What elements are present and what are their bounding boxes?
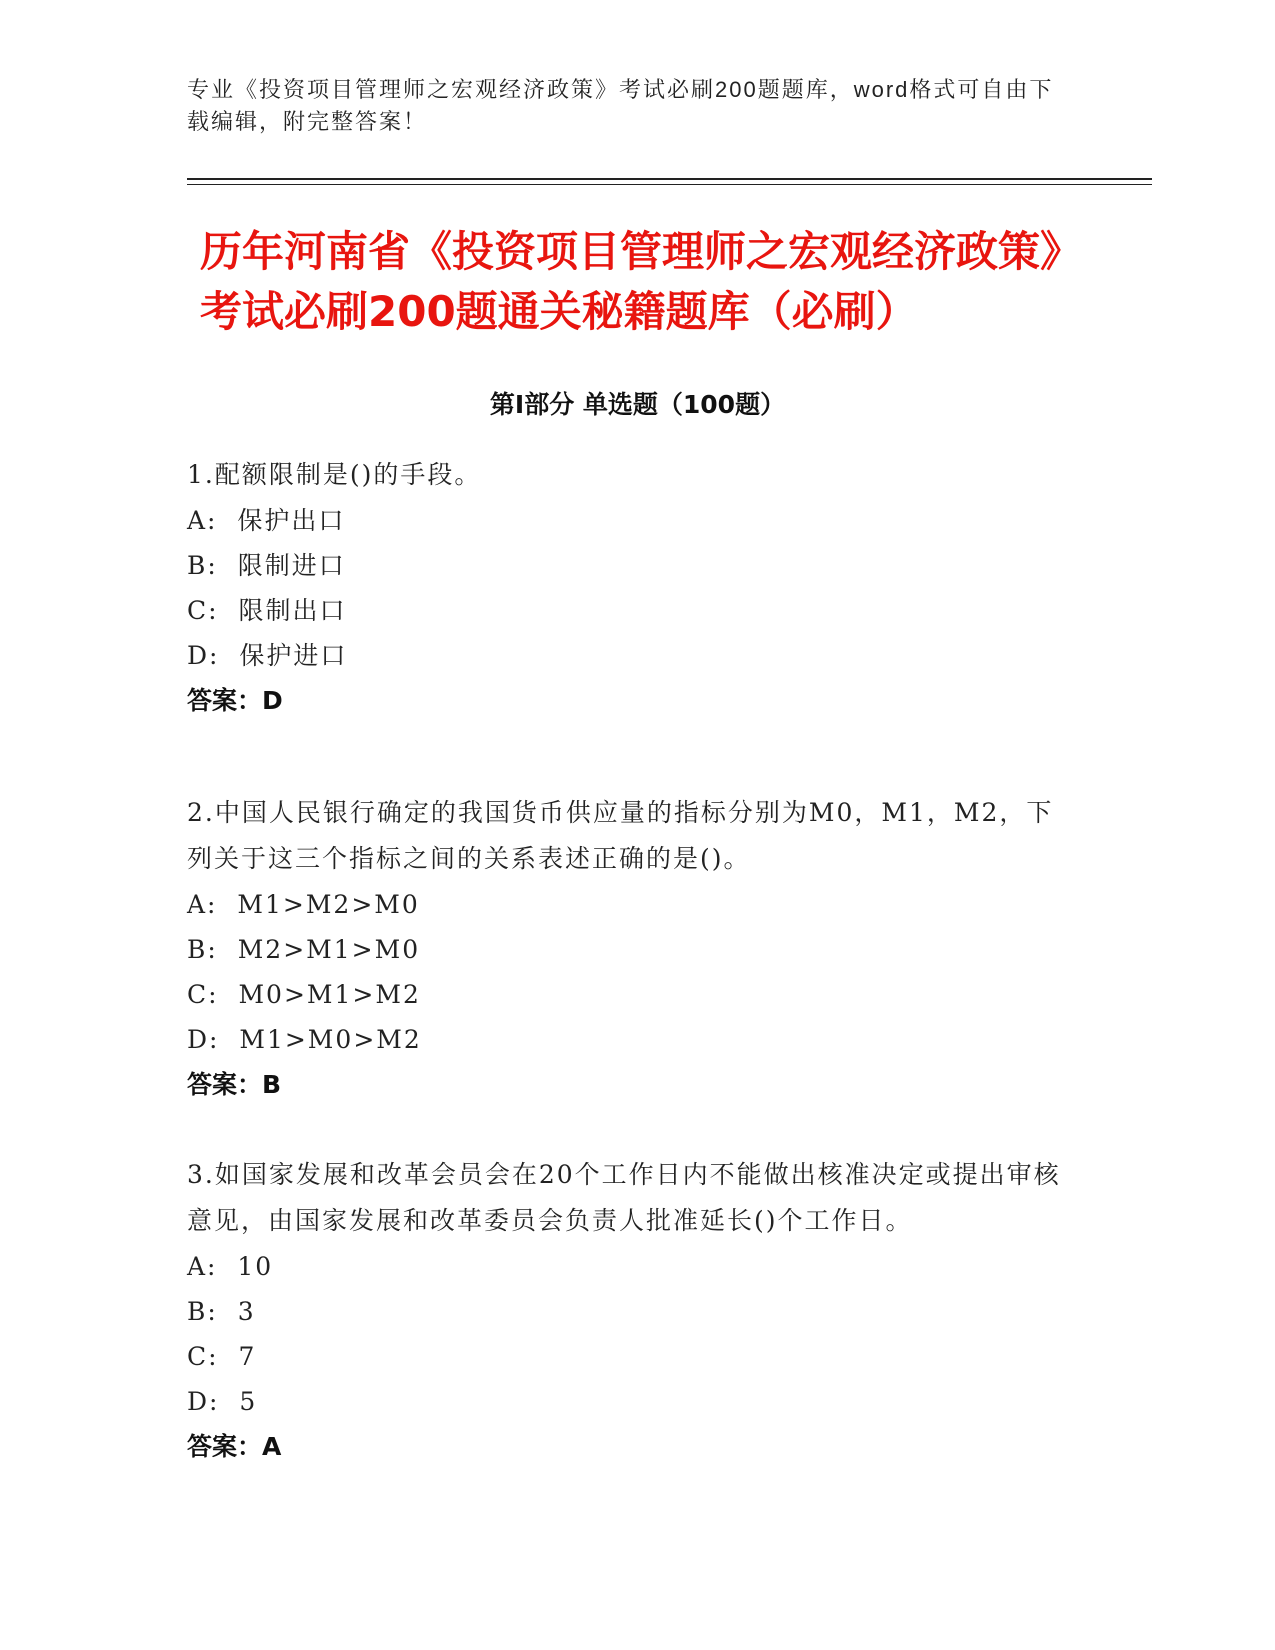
question-2 [187,790,1067,1107]
option-d: D: M1>M0>M2 [187,1025,422,1054]
option-b: B: M2>M1>M0 [187,935,421,964]
option-b: B: 3 [187,1297,256,1326]
answer: 答案：A [187,1432,282,1461]
option-d: D: 保护进口 [187,641,348,670]
question-1 [187,452,1067,723]
option-c: C: 限制出口 [187,596,347,625]
question-3 [187,1152,1067,1469]
header-divider-thin [187,184,1152,185]
document-title: 历年河南省《投资项目管理师之宏观经济政策》考试必刷200题通关秘籍题库（必刷） [200,227,1083,336]
question-stem: 2.中国人民银行确定的我国货币供应量的指标分别为M0，M1，M2，下列关于这三个指标之间的关系表述正确的是()。 [187,798,1054,873]
question-stem: 1.配额限制是()的手段。 [187,460,482,489]
question-stem: 3.如国家发展和改革会员会在20个工作日内不能做出核准决定或提出审核意见，由国家发展和改革委员会负责人批准延长()个工作日。 [187,1160,1061,1235]
option-a: A: 保护出口 [187,506,346,535]
option-c: C: 7 [187,1342,257,1371]
option-c: C: M0>M1>M2 [187,980,421,1009]
option-d: D: 5 [187,1387,258,1416]
answer: 答案：B [187,1070,282,1099]
option-a: A: M1>M2>M0 [187,890,420,919]
section-heading: 第Ⅰ部分 单选题（100题） [489,390,786,419]
option-b: B: 限制进口 [187,551,346,580]
option-a: A: 10 [187,1252,274,1281]
header-note: 专业《投资项目管理师之宏观经济政策》考试必刷200题题库，word格式可自由下载编辑，附完整答案！ [187,77,1054,134]
header-divider-thick [187,178,1152,180]
answer: 答案：D [187,686,283,715]
